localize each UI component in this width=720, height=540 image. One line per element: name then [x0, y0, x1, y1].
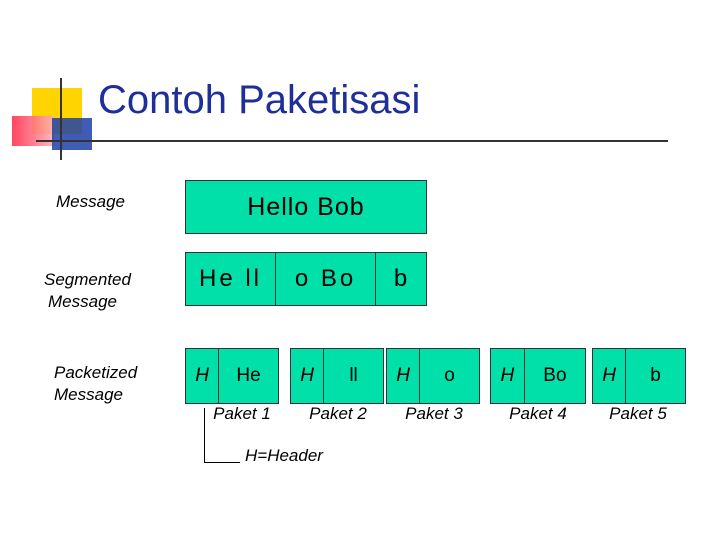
segment-1: He ll — [186, 253, 276, 305]
message-box — [185, 180, 427, 234]
label-message-text: Message — [56, 192, 125, 211]
legend-pointer-horizontal — [204, 462, 240, 463]
label-packetized-line1: Packetized — [54, 363, 138, 382]
decor-horizontal-line — [36, 140, 668, 142]
label-segmented-line2: Message — [48, 292, 117, 311]
legend-header: H=Header — [245, 446, 323, 465]
packet-3-header: H — [387, 349, 420, 403]
label-segmented-line1: Segmented — [44, 270, 131, 289]
label-segmented-message — [44, 269, 131, 313]
packet-1-label: Paket 1 — [213, 404, 271, 423]
packet-4-data: Bo — [543, 365, 567, 386]
packet-4 — [490, 348, 586, 404]
message-box-text: Hello Bob — [247, 192, 365, 221]
packet-1-data: He — [236, 365, 261, 386]
decor-blue-square — [52, 118, 92, 150]
packet-2-label: Paket 2 — [309, 404, 367, 423]
segment-3: o Bo — [276, 253, 376, 305]
decor-vertical-line — [60, 78, 62, 160]
packet-3-label: Paket 3 — [405, 404, 463, 423]
label-message — [56, 191, 125, 213]
packet-5-header: H — [593, 349, 626, 403]
packet-5-data: b — [650, 365, 661, 386]
slide-title: Contoh Paketisasi — [98, 78, 421, 122]
segmented-box — [185, 252, 427, 306]
label-packetized-line2: Message — [54, 385, 123, 404]
packet-1 — [185, 348, 279, 404]
packet-2 — [290, 348, 384, 404]
packet-5-label: Paket 5 — [609, 404, 667, 423]
segment-4: b — [393, 265, 411, 292]
packet-3 — [386, 348, 480, 404]
packet-4-label: Paket 4 — [509, 404, 567, 423]
packet-4-header: H — [491, 349, 525, 403]
legend-pointer-vertical — [204, 408, 205, 463]
packet-2-header: H — [291, 349, 324, 403]
packet-2-data: ll — [349, 365, 358, 386]
label-packetized-message — [54, 362, 137, 406]
packet-1-header: H — [186, 349, 219, 403]
packet-5 — [592, 348, 686, 404]
packet-3-data: o — [444, 365, 455, 386]
